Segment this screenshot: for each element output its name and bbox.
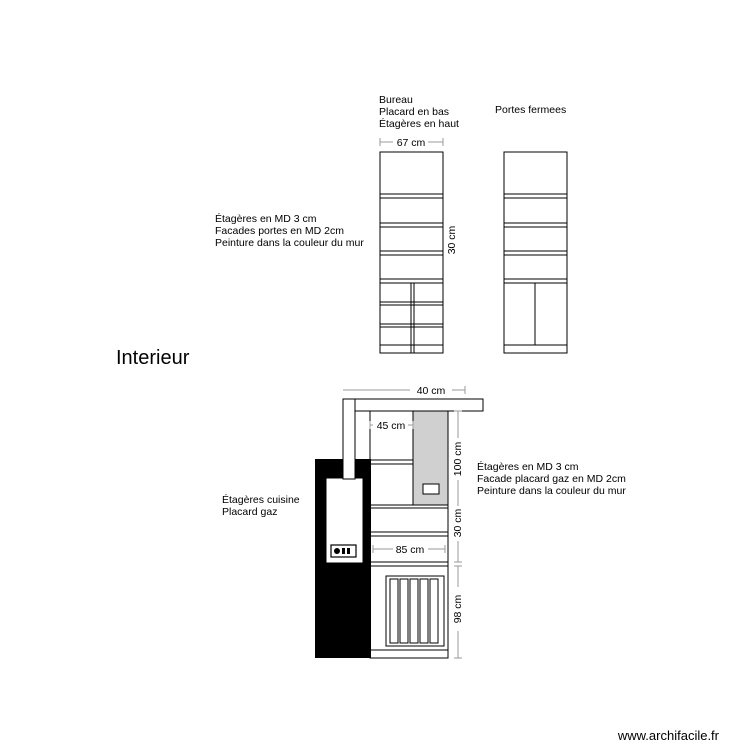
- footer-watermark: www.archifacile.fr: [617, 728, 719, 743]
- section-title: Interieur: [116, 347, 190, 369]
- dimension-45cm: [370, 420, 413, 432]
- radiator: [386, 576, 444, 646]
- dimension-30cm-top: [446, 225, 458, 254]
- dimension-30cm-bottom: [452, 505, 464, 562]
- dimension-40cm-label: 40 cm: [416, 385, 446, 397]
- gas-cabinet: [413, 411, 448, 505]
- dimension-67cm: [380, 137, 443, 149]
- bureau-note-shelves: Étagères en MD 3 cm: [215, 213, 317, 225]
- kitchen-title: Étagères cuisine: [222, 494, 300, 506]
- dimension-100cm: [452, 411, 464, 505]
- dimension-40cm: [343, 385, 465, 397]
- kitchen-note-shelves: Étagères en MD 3 cm: [477, 461, 579, 473]
- bureau-note-doors: Facades portes en MD 2cm: [215, 225, 344, 237]
- wall-block: [315, 459, 371, 658]
- bureau-subtitle-etageres: Étagères en haut: [379, 118, 459, 130]
- dimension-98cm: [452, 566, 464, 658]
- bureau-notes: [215, 212, 364, 249]
- boiler-icon: [331, 545, 356, 557]
- kitchen-note-paint: Peinture dans la couleur du mur: [477, 485, 626, 497]
- closed-doors-label: Portes fermees: [495, 104, 567, 116]
- bureau-title: Bureau: [379, 94, 413, 106]
- dimension-45cm-label: 45 cm: [376, 420, 406, 432]
- bureau-open-unit: [380, 152, 443, 353]
- bureau-labels: [379, 94, 459, 130]
- dimension-67cm-label: 67 cm: [396, 137, 426, 149]
- kitchen-note-facade: Facade placard gaz en MD 2cm: [477, 473, 626, 485]
- bureau-closed-unit: [504, 152, 567, 353]
- dimension-85cm-label: 85 cm: [395, 544, 425, 556]
- dimension-98cm-label: 98 cm: [452, 594, 464, 624]
- kitchen-labels: [222, 493, 300, 518]
- dimension-85cm: [373, 544, 445, 556]
- bureau-note-paint: Peinture dans la couleur du mur: [215, 237, 364, 249]
- kitchen-notes: [477, 460, 626, 497]
- dimension-100cm-label: 100 cm: [452, 441, 464, 477]
- dimension-30cm-top-label: 30 cm: [446, 225, 458, 255]
- bureau-subtitle-placard: Placard en bas: [379, 106, 450, 118]
- dimension-30cm-bottom-label: 30 cm: [452, 508, 464, 538]
- kitchen-subtitle: Placard gaz: [222, 506, 278, 518]
